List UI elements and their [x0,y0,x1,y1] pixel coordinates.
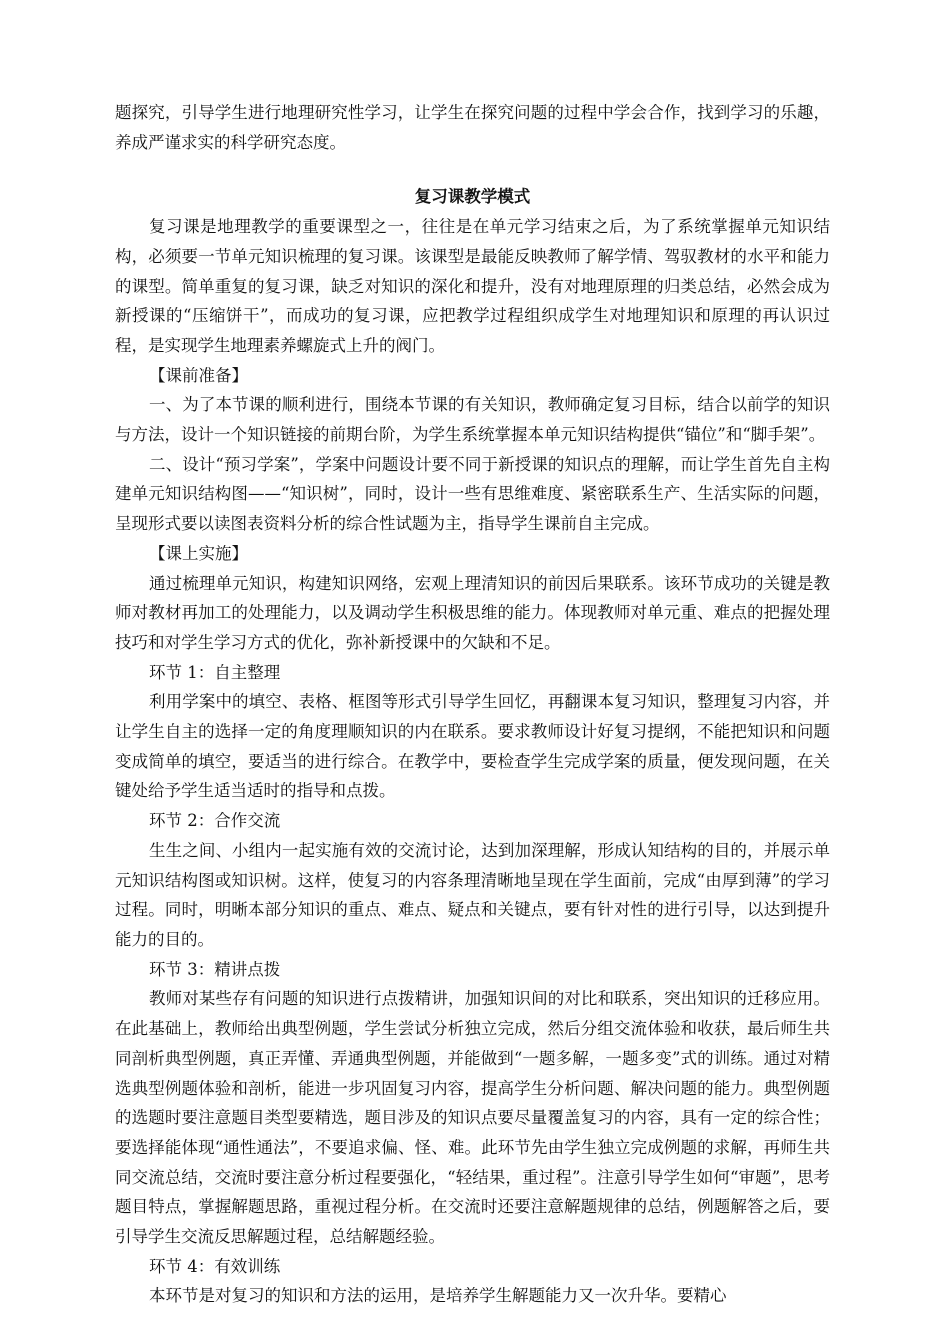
step1-title: 环节 1：自主整理 [149,662,281,682]
class-intro-paragraph: 通过梳理单元知识，构建知识网络，宏观上理清知识的前因后果联系。该环节成功的关键是教师对教材再加工的处理能力，以及调动学生积极思维的能力。体现教师对单元重、难点的把握处理技巧和对学生学习方式的优化，弥补新授课中的欠缺和不足。 [115,573,830,652]
prep-paragraph-1: 一、为了本节课的顺利进行，围绕本节课的有关知识，教师确定复习目标，结合以前学的知识与方法，设计一个知识链接的前期台阶，为学生系统掌握本单元知识结构提供“锚位”和“脚手架”。 [115,395,830,445]
step2-title: 环节 2：合作交流 [149,811,281,831]
prep-heading: 【课前准备】 [149,365,248,385]
step4-paragraph: 本环节是对复习的知识和方法的运用，是培养学生解题能力又一次升华。要精心 [149,1286,727,1306]
document-page [115,98,830,1311]
intro-paragraph: 复习课是地理教学的重要课型之一，往往是在单元学习结束之后，为了系统掌握单元知识结构，必须要一节单元知识梳理的复习课。该课型是最能反映教师了解学情、驾驭教材的水平和能力的课型。简单重复的复习课，缺乏对知识的深化和提升，没有对地理原理的归类总结，必然会成为新授课的“压缩饼干”，而成功的复习课，应把教学过程组织成学生对地理知识和原理的再认识过程，是实现学生地理素养螺旋式上升的阀门。 [115,217,830,355]
section-title: 复习课教学模式 [414,187,531,207]
step3-title: 环节 3：精讲点拨 [149,959,281,979]
prep-paragraph-2: 二、设计“预习学案”，学案中问题设计要不同于新授课的知识点的理解，而让学生首先自主构建单元知识结构图——“知识树”，同时，设计一些有思维难度、紧密联系生产、生活实际的问题，呈现形式要以读图表资料分析的综合性试题为主，指导学生课前自主完成。 [115,454,830,534]
step2-paragraph: 生生之间、小组内一起实施有效的交流讨论，达到加深理解，形成认知结构的目的，并展示单元知识结构图或知识树。这样，使复习的内容条理清晰地呈现在学生面前，完成“由厚到薄”的学习过程。同时，明晰本部分知识的重点、难点、疑点和关键点，要有针对性的进行引导，以达到提升能力的目的。 [115,840,830,949]
step3-paragraph: 教师对某些存有问题的知识进行点拨精讲，加强知识间的对比和联系，突出知识的迁移应用。在此基础上，教师给出典型例题，学生尝试分析独立完成，然后分组交流体验和收获，最后师生共同剖析典型例题，真正弄懂、弄通典型例题，并能做到“一题多解，一题多变”式的训练。通过对精选典型例题体验和剖析，能进一步巩固复习内容，提高学生分析问题、解决问题的能力。典型例题的选题时要注意题目类型要精选，题目涉及的知识点要尽量覆盖复习的内容，具有一定的综合性；要选择能体现“通性通法”，不要追求偏、怪、难。此环节先由学生独立完成例题的求解，再师生共同交流总结，交流时要注意分析过程要强化，“轻结果，重过程”。注意引导学生如何“审题”，思考题目特点，掌握解题思路，重视过程分析。在交流时还要注意解题规律的总结，例题解答之后，要引导学生交流反思解题过程，总结解题经验。 [115,989,830,1247]
class-heading: 【课上实施】 [149,543,248,563]
step1-paragraph: 利用学案中的填空、表格、框图等形式引导学生回忆，再翻课本复习知识，整理复习内容，并让学生自主的选择一定的角度理顺知识的内在联系。要求教师设计好复习提纲，不能把知识和问题变成简单的填空，要适当的进行综合。在教学中，要检查学生完成学案的质量，便发现问题，在关键处给予学生适当适时的指导和点拨。 [115,692,830,801]
intro-tail-paragraph: 题探究，引导学生进行地理研究性学习，让学生在探究问题的过程中学会合作，找到学习的乐趣，养成严谨求实的科学研究态度。 [115,103,830,152]
step4-title: 环节 4：有效训练 [149,1256,281,1276]
